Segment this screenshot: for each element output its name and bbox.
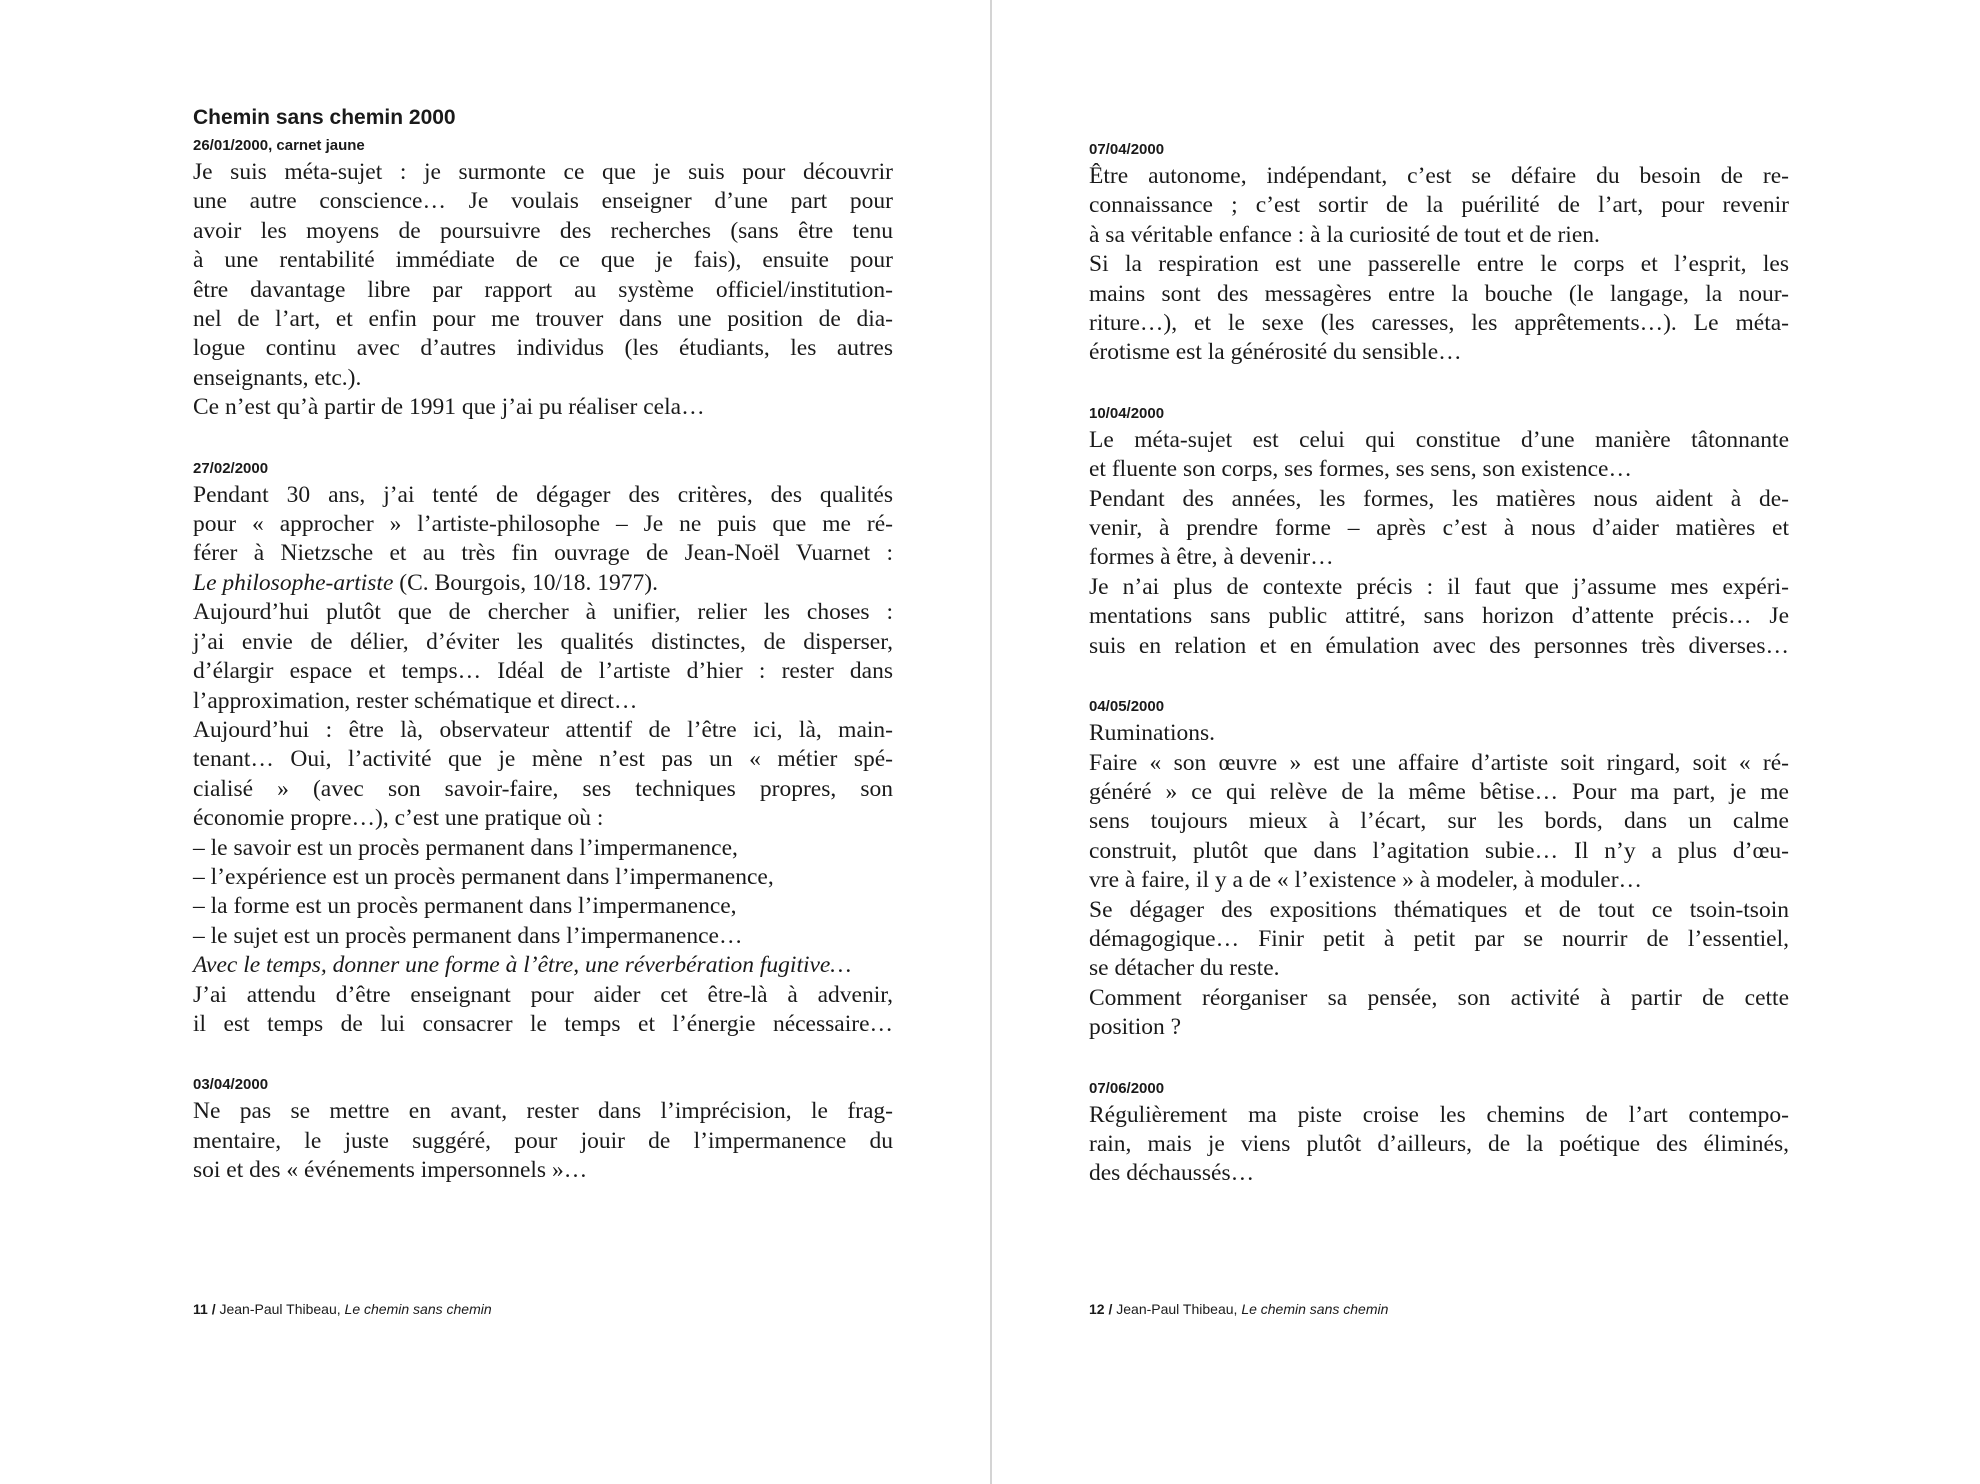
journal-entry bbox=[1089, 1079, 1789, 1189]
text-line: formes à être, à devenir… bbox=[1089, 544, 1334, 571]
text-line: construit, plutôt que dans l’agitation subie… Il n’y a plus d’œu- bbox=[1089, 837, 1789, 864]
text-line: il est temps de lui consacrer le temps et l’énergie nécessaire… bbox=[193, 1010, 893, 1037]
journal-entry bbox=[193, 1075, 893, 1185]
text-line: Comment réorganiser sa pensée, son activité à partir de cette bbox=[1089, 984, 1789, 1011]
text-line: à une rentabilité immédiate de ce que je fais), ensuite pour bbox=[193, 247, 893, 274]
text-line: rain, mais je viens plutôt d’ailleurs, de la poétique des éliminés, bbox=[1089, 1130, 1789, 1157]
text-line: pour « approcher » l’artiste-philosophe – Je ne puis que me ré- bbox=[193, 511, 893, 538]
footer-author: Jean-Paul Thibeau, bbox=[1116, 1301, 1242, 1317]
text-line: généré » ce qui relève de la même bêtise… Pour ma part, je me bbox=[1089, 778, 1789, 805]
text-line: connaissance ; c’est sortir de la puérilité de l’art, pour revenir bbox=[1089, 192, 1789, 219]
entry-date: 04/05/2000 bbox=[1089, 698, 1165, 716]
entry-date: 03/04/2000 bbox=[193, 1076, 269, 1094]
text-line: mains sont des messagères entre la bouche (le langage, la nour- bbox=[1089, 280, 1789, 307]
right-text-column bbox=[1089, 140, 1789, 1225]
text-line: à sa véritable enfance : à la curiosité de tout et de rien. bbox=[1089, 221, 1600, 248]
entry-date: 27/02/2000 bbox=[193, 459, 269, 477]
text-line: mentaire, le juste suggéré, pour jouir de l’impermanence du bbox=[193, 1127, 893, 1154]
left-text-column bbox=[193, 104, 893, 1222]
entry-date: 26/01/2000, carnet jaune bbox=[193, 137, 365, 154]
text-line: Régulièrement ma piste croise les chemins de l’art contempo- bbox=[1089, 1101, 1789, 1128]
right-page bbox=[992, 0, 1980, 1484]
text-line: soi et des « événements impersonnels »… bbox=[193, 1157, 588, 1184]
entry-text bbox=[1089, 162, 1789, 368]
text-line: – le sujet est un procès permanent dans l’impermanence… bbox=[193, 922, 743, 949]
text-line: enseignants, etc.). bbox=[193, 364, 362, 391]
text-line: érotisme est la générosité du sensible… bbox=[1089, 339, 1462, 366]
text-line: Ce n’est qu’à partir de 1991 que j’ai pu réaliser cela… bbox=[193, 394, 705, 421]
entry-text bbox=[193, 1097, 893, 1185]
text-line: des déchaussés… bbox=[1089, 1160, 1255, 1187]
text-line: Pendant des années, les formes, les matières nous aident à de- bbox=[1089, 485, 1789, 512]
text-line: position ? bbox=[1089, 1014, 1182, 1041]
text-line: Le méta-sujet est celui qui constitue d’une manière tâtonnante bbox=[1089, 426, 1789, 453]
text-line: logue continu avec d’autres individus (les étudiants, les autres bbox=[193, 335, 893, 362]
book-reference: Le philosophe-artiste bbox=[193, 569, 394, 596]
text-line: économie propre…), c’est une pratique où : bbox=[193, 805, 604, 832]
footer-book-title: Le chemin sans chemin bbox=[1241, 1301, 1389, 1317]
text-line: – le savoir est un procès permanent dans l’impermanence, bbox=[193, 834, 738, 861]
text-line: être davantage libre par rapport au système officiel/institution- bbox=[193, 276, 893, 303]
footer-author: Jean-Paul Thibeau, bbox=[219, 1301, 345, 1317]
text-line: sens toujours mieux à l’écart, sur les bords, dans un calme bbox=[1089, 808, 1789, 835]
book-reference-details: (C. Bourgois, 10/18. 1977). bbox=[393, 569, 659, 596]
page-footer bbox=[1089, 1300, 1388, 1318]
text-line bbox=[193, 569, 893, 598]
text-line: Faire « son œuvre » est une affaire d’artiste soit ringard, soit « ré- bbox=[1089, 749, 1789, 776]
page-number: 11 bbox=[193, 1301, 208, 1317]
text-line: vre à faire, il y a de « l’existence » à modeler, à moduler… bbox=[1089, 867, 1643, 894]
text-line: Je n’ai plus de contexte précis : il faut que j’assume mes expéri- bbox=[1089, 573, 1789, 600]
entry-text bbox=[1089, 719, 1789, 1042]
journal-entry bbox=[1089, 140, 1789, 368]
footer-separator: / bbox=[1104, 1301, 1117, 1317]
entry-date: 07/04/2000 bbox=[1089, 141, 1165, 158]
text-line: Avec le temps, donner une forme à l’être, une réverbération fugitive… bbox=[193, 952, 852, 979]
text-line: férer à Nietzsche et au très fin ouvrage de Jean-Noël Vuarnet : bbox=[193, 540, 893, 567]
footer-separator: / bbox=[207, 1301, 220, 1317]
entry-text bbox=[193, 158, 893, 423]
text-line: – l’expérience est un procès permanent dans l’impermanence, bbox=[193, 863, 774, 890]
entry-text bbox=[1089, 426, 1789, 661]
text-line: Pendant 30 ans, j’ai tenté de dégager des critères, des qualités bbox=[193, 481, 893, 508]
text-line: démagogique… Finir petit à petit par se nourrir de l’essentiel, bbox=[1089, 925, 1789, 952]
text-line: Ne pas se mettre en avant, rester dans l’imprécision, le frag- bbox=[193, 1098, 893, 1125]
text-line: J’ai attendu d’être enseignant pour aider cet être-là à advenir, bbox=[193, 981, 893, 1008]
page-footer bbox=[193, 1300, 492, 1318]
footer-book-title: Le chemin sans chemin bbox=[344, 1301, 492, 1317]
text-line: suis en relation et en émulation avec des personnes très diverses… bbox=[1089, 632, 1789, 659]
page-number: 12 bbox=[1089, 1301, 1105, 1317]
text-line: mentations sans public attitré, sans horizon d’attente précis… Je bbox=[1089, 603, 1789, 630]
text-line: venir, à prendre forme – après c’est à nous d’aider matières et bbox=[1089, 515, 1789, 542]
text-line: Je suis méta-sujet : je surmonte ce que je suis pour découvrir bbox=[193, 159, 893, 185]
text-line: cialisé » (avec son savoir-faire, ses techniques propres, son bbox=[193, 775, 893, 802]
text-line: se détacher du reste. bbox=[1089, 955, 1280, 982]
entry-date: 10/04/2000 bbox=[1089, 404, 1165, 422]
journal-entry bbox=[1089, 404, 1789, 661]
text-line: et fluente son corps, ses formes, ses sens, son existence… bbox=[1089, 456, 1632, 483]
text-line: Aujourd’hui : être là, observateur attentif de l’être ici, là, main- bbox=[193, 716, 893, 743]
text-line: Être autonome, indépendant, c’est se défaire du besoin de re- bbox=[1089, 163, 1789, 189]
entry-text bbox=[1089, 1101, 1789, 1189]
text-line: Aujourd’hui plutôt que de chercher à unifier, relier les choses : bbox=[193, 599, 893, 626]
text-line: Ruminations. bbox=[1089, 720, 1215, 747]
text-line: l’approximation, rester schématique et direct… bbox=[193, 687, 638, 714]
text-line: riture…), et le sexe (les caresses, les apprêtements…). Le méta- bbox=[1089, 310, 1789, 337]
text-line: tenant… Oui, l’activité que je mène n’est pas un « métier spé- bbox=[193, 746, 893, 773]
journal-entry bbox=[193, 136, 893, 423]
text-line: d’élargir espace et temps… Idéal de l’artiste d’hier : rester dans bbox=[193, 658, 893, 685]
text-line: avoir les moyens de poursuivre des recherches (sans être tenu bbox=[193, 217, 893, 244]
journal-entry bbox=[1089, 697, 1789, 1042]
journal-entry bbox=[193, 459, 893, 1040]
text-line: j’ai envie de délier, d’éviter les qualités distinctes, de disperser, bbox=[193, 628, 893, 655]
entry-date: 07/06/2000 bbox=[1089, 1079, 1165, 1097]
text-line: – la forme est un procès permanent dans l’impermanence, bbox=[193, 893, 737, 920]
text-line: Se dégager des expositions thématiques et de tout ce tsoin-tsoin bbox=[1089, 896, 1789, 923]
chapter-title: Chemin sans chemin 2000 bbox=[193, 106, 456, 129]
entry-text bbox=[193, 481, 893, 1040]
text-line: une autre conscience… Je voulais enseigner d’une part pour bbox=[193, 188, 893, 215]
text-line: nel de l’art, et enfin pour me trouver dans une position de dia- bbox=[193, 306, 893, 333]
text-line: Si la respiration est une passerelle entre le corps et l’esprit, les bbox=[1089, 251, 1789, 278]
